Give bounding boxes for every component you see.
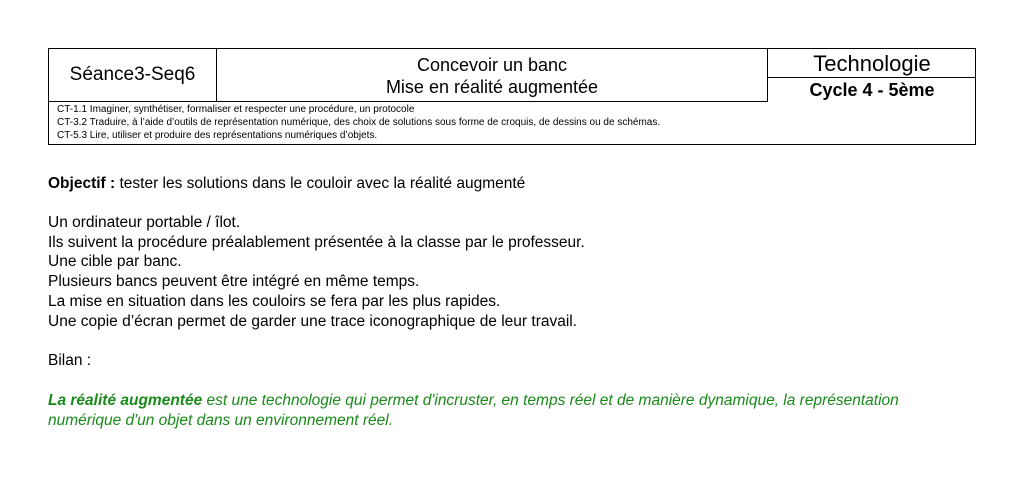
objectif-label: Objectif : (48, 175, 116, 192)
instruction-line: Plusieurs bancs peuvent être intégré en même temps. (48, 273, 420, 291)
instruction-line: Un ordinateur portable / îlot. (48, 214, 241, 231)
instruction-line: Une cible par banc. (48, 253, 182, 271)
bilan-heading: Bilan : (48, 352, 92, 369)
objectif-text: tester les solutions dans le couloir avec la réalité augmenté (115, 175, 526, 192)
instruction-line: La mise en situation dans les couloirs se fera par les plus rapides. (48, 292, 501, 310)
definition-text: est une technologie qui permet d'incruster, en temps réel et de manière dynamique, la représentation numérique d'un objet dans un environnement réel. (48, 392, 899, 429)
competence-item: CT-3.2 Traduire, à l’aide d’outils de représentation numérique, des choix de solutions sous forme de croquis, de dessins ou de schémas. (57, 117, 661, 128)
competence-item: CT-5.3 Lire, utiliser et produire des représentations numériques d’objets. (57, 130, 378, 141)
title-line-1: Concevoir un banc (416, 55, 568, 75)
instruction-line: Ils suivent la procédure préalablement présentée à la classe par le professeur. (48, 233, 585, 251)
instruction-line: Une copie d’écran permet de garder une trace iconographique de leur travail. (48, 312, 578, 330)
definition-term: La réalité augmentée (48, 392, 203, 409)
definition-paragraph (48, 391, 928, 431)
competences-list (57, 103, 971, 142)
subject-label: Technologie (767, 49, 976, 78)
header-table (48, 48, 976, 145)
instructions-list (48, 213, 585, 331)
seance-text: Séance3-Seq6 (69, 64, 196, 85)
title-line-2: Mise en réalité augmentée (385, 77, 599, 97)
cycle-label: Cycle 4 - 5ème (767, 78, 976, 102)
objectif-paragraph (48, 175, 525, 193)
seance-label (49, 49, 217, 102)
competence-item: CT-1.1 Imaginer, synthétiser, formaliser et respecter une procédure, un protocole (57, 104, 415, 115)
lesson-title (217, 49, 767, 102)
